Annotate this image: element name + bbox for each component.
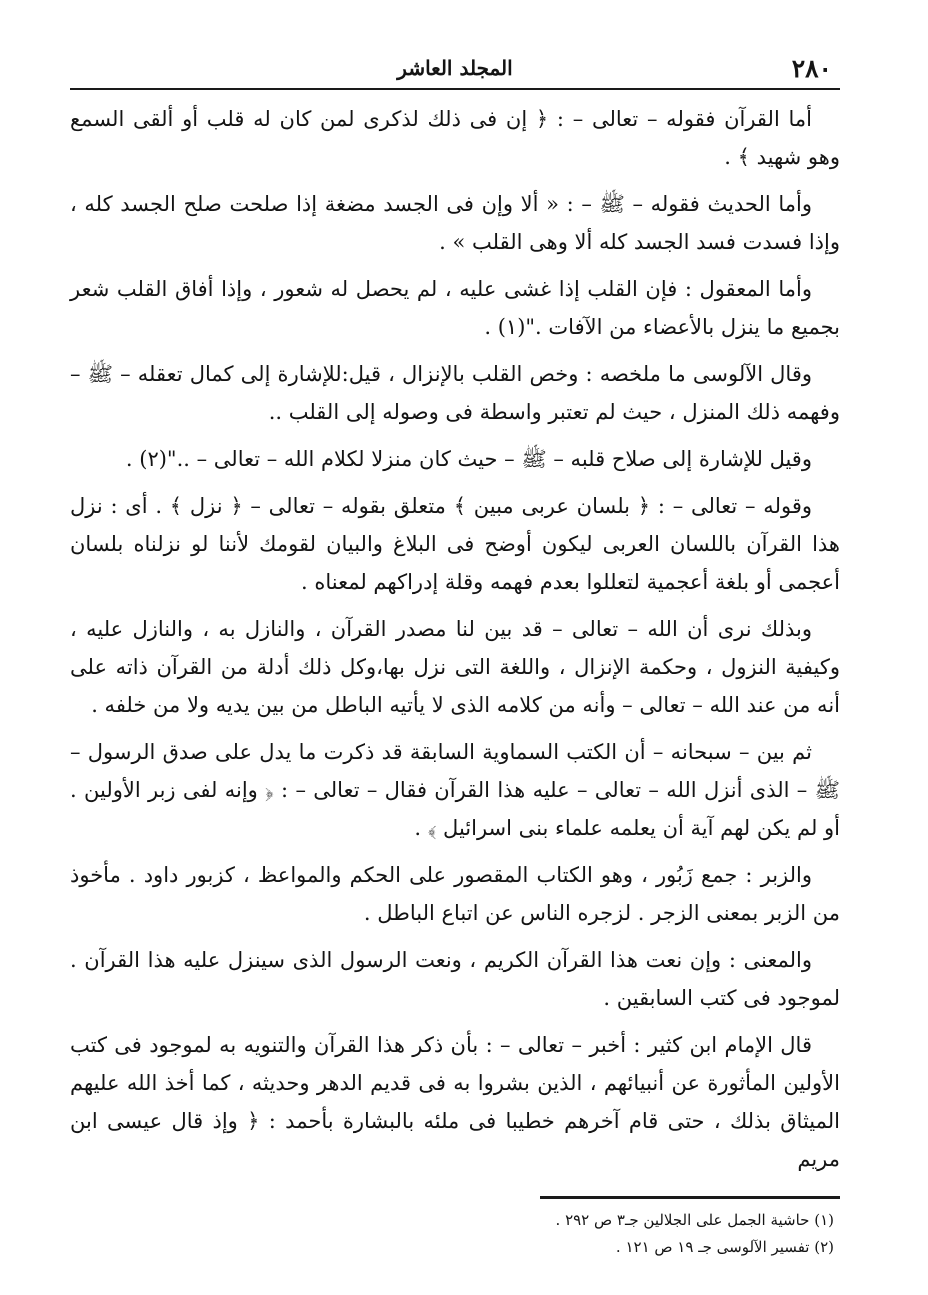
paragraph: وبذلك نرى أن الله – تعالى – قد بين لنا مصدر القرآن ، والنازل به ، والنازل عليه ، وكيفية النزول ، وحكمة الإنزال ، واللغة التى نزل بها،وكل ذلك أدلة من القرآن ذاته على أنه من عند الله – تعالى – وأنه من كلامه الذى لا يأتيه الباطل من بين يديه ولا من خلفه . [70,617,840,717]
footnote: (١) حاشية الجمل على الجلالين جـ٣ ص ٢٩٢ . [555,1211,834,1229]
paragraph: وقيل للإشارة إلى صلاح قلبه – ﷺ – حيث كان منزلا لكلام الله – تعالى – .."(٢) . [125,447,812,471]
paragraph: قال الإمام ابن كثير : أخبر – تعالى – : بأن ذكر هذا القرآن والتنويه به لموجود فى كتب الأولين المأثورة عن أنبيائهم ، الذين بشروا به فى قديم الدهر وحديثه ، كما أخذ الله عليهم الميثاق بذلك ، حتى قام آخرهم خطيبا فى ملئه بالبشارة بأحمد : ﴿ وإذ قال عيسى ابن مريم [70,1033,840,1171]
paragraph: والمعنى : وإن نعت هذا القرآن الكريم ، ونعت الرسول الذى سينزل عليه هذا القرآن . لموجود فى كتب السابقين . [70,948,840,1010]
footnote-divider [540,1196,840,1199]
paragraph: وأما الحديث فقوله – ﷺ – : « ألا وإن فى الجسد مضغة إذا صلحت صلح الجسد كله ، وإذا فسدت فسد الجسد كله ألا وهى القلب » . [70,192,840,254]
paragraph: وأما المعقول : فإن القلب إذا غشى عليه ، لم يحصل له شعور ، وإذا أفاق القلب شعر بجميع ما ينزل بالأعضاء من الآفات ."(١) . [70,277,840,339]
paragraph: أما القرآن فقوله – تعالى – : ﴿ إن فى ذلك لذكرى لمن كان له قلب أو ألقى السمع وهو شهيد ﴾ . [70,107,840,169]
paragraph: ثم بين – سبحانه – أن الكتب السماوية السابقة قد ذكرت ما يدل على صدق الرسول – ﷺ – الذى أنزل الله – تعالى – عليه هذا القرآن فقال – تعالى – : ﴿ وإنه لفى زبر الأولين . أو لم يكن لهم آية أن يعلمه علماء بنى اسرائيل ﴾ . [70,740,840,840]
footnotes [70,1207,840,1261]
running-header [70,48,840,90]
paragraph: وقال الآلوسى ما ملخصه : وخص القلب بالإنزال ، قيل:للإشارة إلى كمال تعقله – ﷺ – وفهمه ذلك المنزل ، حيث لم تعتبر واسطة فى وصوله إلى القلب .. [70,362,840,424]
page-number: ٢٨٠ [791,54,832,83]
paragraph: والزبر : جمع زَبُور ، وهو الكتاب المقصور على الحكم والمواعظ ، كزبور داود . مأخوذ من الزبر بمعنى الزجر . لزجره الناس عن اتباع الباطل . [70,863,840,925]
page-body [70,100,840,1178]
footnote: (٢) تفسير الآلوسى جـ ١٩ ص ١٢١ . [615,1238,834,1256]
paragraph: وقوله – تعالى – : ﴿ بلسان عربى مبين ﴾ متعلق بقوله – تعالى – ﴿ نزل ﴾ . أى : نزل هذا القرآن باللسان العربى ليكون أوضح فى البلاغ والبيان لقومك لأننا لو نزلناه بلسان أعجمى أو بلغة أعجمية لتعللوا بعدم فهمه وقلة إدراكهم لمعناه . [70,494,840,594]
book-page [70,48,840,1268]
volume-title: المجلد العاشر [397,56,513,80]
